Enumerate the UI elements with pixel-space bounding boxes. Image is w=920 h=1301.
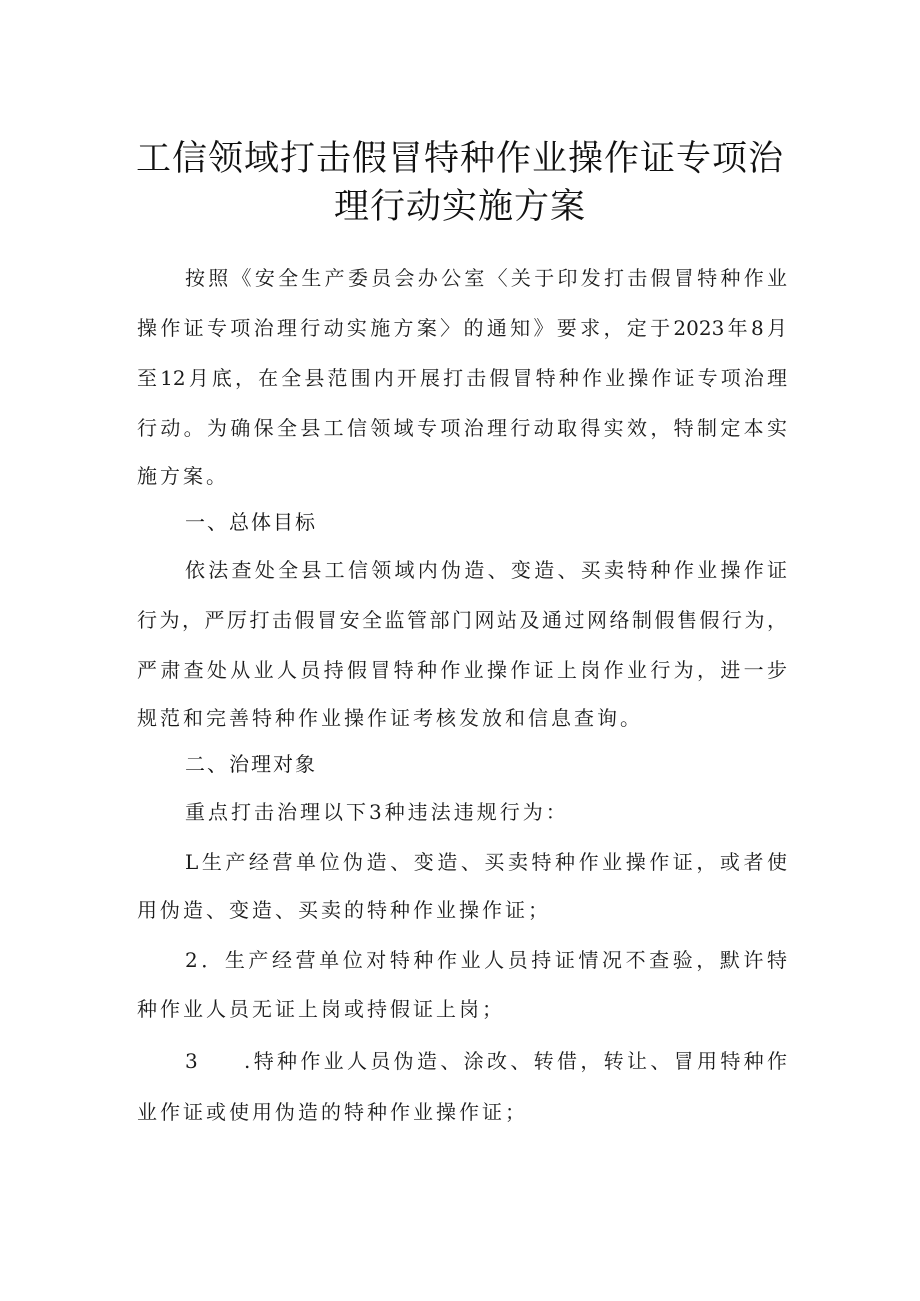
intro-line-3: 至12月底，在全县范围内开展打击假冒特种作业操作证专项治理 — [137, 366, 787, 390]
intro-line-4: 行动。为确保全县工信领域专项治理行动取得实效，特制定本实 — [137, 416, 787, 440]
intro-line-1: 按照《安全生产委员会办公室〈关于印发打击假冒特种作业 — [185, 266, 787, 290]
intro-line-5: 施方案。 — [137, 464, 229, 488]
goals-line-2: 行为，严厉打击假冒安全监管部门网站及通过网络制假售假行为， — [137, 608, 787, 632]
item-3-line-1: .特种作业人员伪造、涂改、转借，转让、冒用特种作 — [244, 1049, 787, 1073]
document-title-line-2: 理行动实施方案 — [333, 187, 586, 227]
targets-lead: 重点打击治理以下3种违法违规行为： — [185, 800, 569, 824]
item-2-line-1: 2．生产经营单位对特种作业人员持证情况不查验，默许特 — [185, 948, 787, 972]
document-title-line-1: 工信领域打击假冒特种作业操作证专项治 — [135, 139, 784, 179]
item-3-number: 3 — [185, 1049, 198, 1073]
item-2-line-2: 种作业人员无证上岗或持假证上岗； — [137, 997, 505, 1021]
section-heading-goals: 一、总体目标 — [185, 510, 317, 534]
goals-line-3: 严肃查处从业人员持假冒特种作业操作证上岗作业行为，进一步 — [137, 658, 787, 682]
item-1-line-1: L生产经营单位伪造、变造、买卖特种作业操作证，或者使 — [185, 850, 787, 874]
intro-line-2: 操作证专项治理行动实施方案〉的通知》要求，定于2023年8月 — [137, 316, 787, 340]
section-heading-targets: 二、治理对象 — [185, 752, 317, 776]
item-1-line-2: 用伪造、变造、买卖的特种作业操作证； — [137, 898, 551, 922]
item-3-line-2: 业作证或使用伪造的特种作业操作证； — [137, 1100, 528, 1124]
goals-line-4: 规范和完善特种作业操作证考核发放和信息查询。 — [137, 706, 643, 730]
goals-line-1: 依法查处全县工信领域内伪造、变造、买卖特种作业操作证 — [185, 558, 787, 582]
